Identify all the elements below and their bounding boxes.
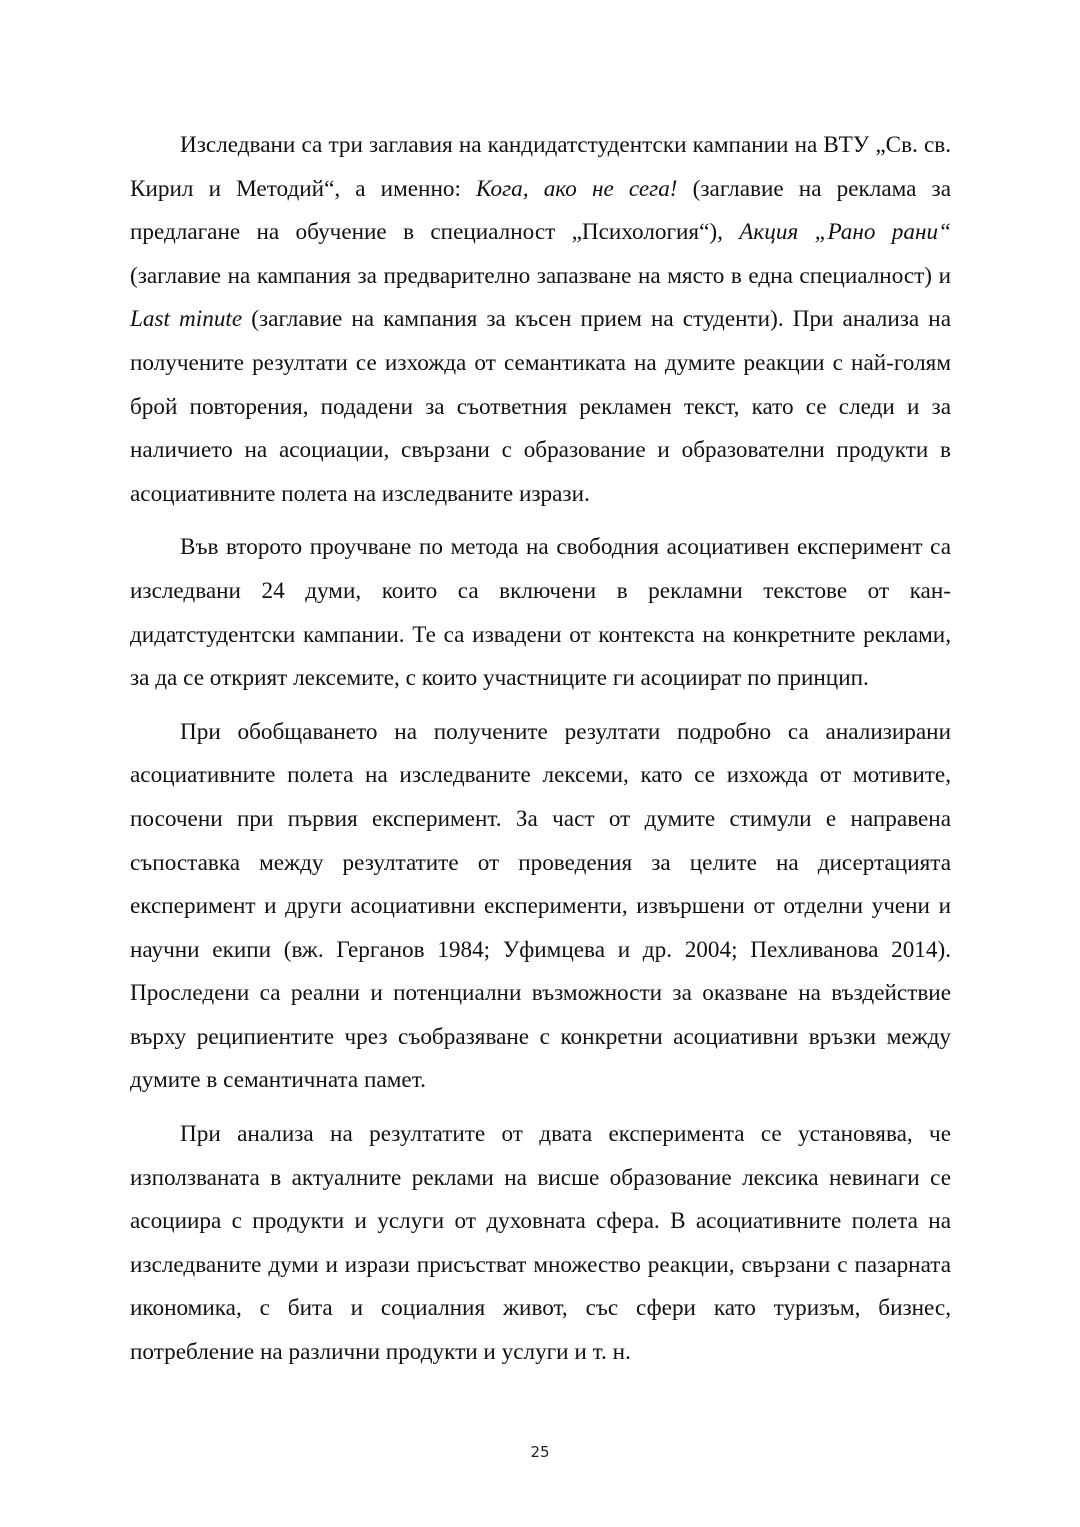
- italic-title-koga-ako-ne-sega: Кога, ако не сега!: [476, 175, 678, 202]
- text-run: Изследвани са три заглавия на кандидатстудентски кампании на ВТУ „Св. св. Кирил и Методий“, а именно:: [130, 132, 951, 202]
- italic-title-akciya-rano-rani: , Акция „Рано рани“: [717, 219, 951, 246]
- body-text: [130, 124, 951, 1375]
- text-run: (заглавие на кампания за късен прием на студенти). При анализа на получените резултати се изхожда от семантиката на думите реакции с най-голям брой повторения, подадени за съответния рекламен текст, като се следи и за наличието на асоциации, свързани с образование и образователни продукти в асоциативните полета на изследваните изрази.: [130, 306, 951, 507]
- italic-title-last-minute: Last minute: [130, 306, 243, 333]
- text-run: При анализа на резултатите от двата експеримента се установява, че използваната в актуалните реклами на висше образование лексика невинаги се асоциира с продукти и услуги от духовната сфера. В асоциативните полета на изследваните думи и изрази присъстват множество реакции, свързани с пазарната икономика, с бита и социалния живот, със сфери като туризъм, бизнес, потребление на различни продукти и услуги и т. н.: [130, 1121, 951, 1366]
- paragraph: [130, 1113, 951, 1375]
- page-number: 25: [530, 1443, 550, 1461]
- text-run: (заглавие на кампания за предварително запазване на място в една специалност) и: [130, 262, 951, 289]
- paragraph: [130, 526, 951, 700]
- paragraph: [130, 124, 951, 516]
- text-run: Във второто проучване по метода на свободния асоциативен експеримент са изследвани 24 думи, които са включени в рекламни текстове от кандидатстудентски кампании. Те са извадени от контекста на конкретните реклами, за да се открият лексемите, с които участниците ги асоциират по принцип.: [130, 534, 951, 692]
- text-run: (заглавие на реклама за предлагане на обучение в специалност „Психология“): [130, 175, 951, 246]
- text-run: При обобщаването на получените резултати подробно са анализирани асоциативните полета на изследваните лексеми, като се изхожда от мотивите, посочени при първия експеримент. За част от думите стимули е направена съпоставка между резултатите от проведения за целите на дисертацията експеримент и други асоциативни експерименти, извършени от отделни учени и научни екипи (вж. Герганов 1984; Уфимцева и др. 2004; Пехливанова 2014). Проследени са реални и потенциални възможности за оказване на въздействие върху реципиентите чрез съобразяване с конкретни асоциативни връзки между думите в семантичната памет.: [130, 718, 951, 1094]
- paragraph: [130, 711, 951, 1103]
